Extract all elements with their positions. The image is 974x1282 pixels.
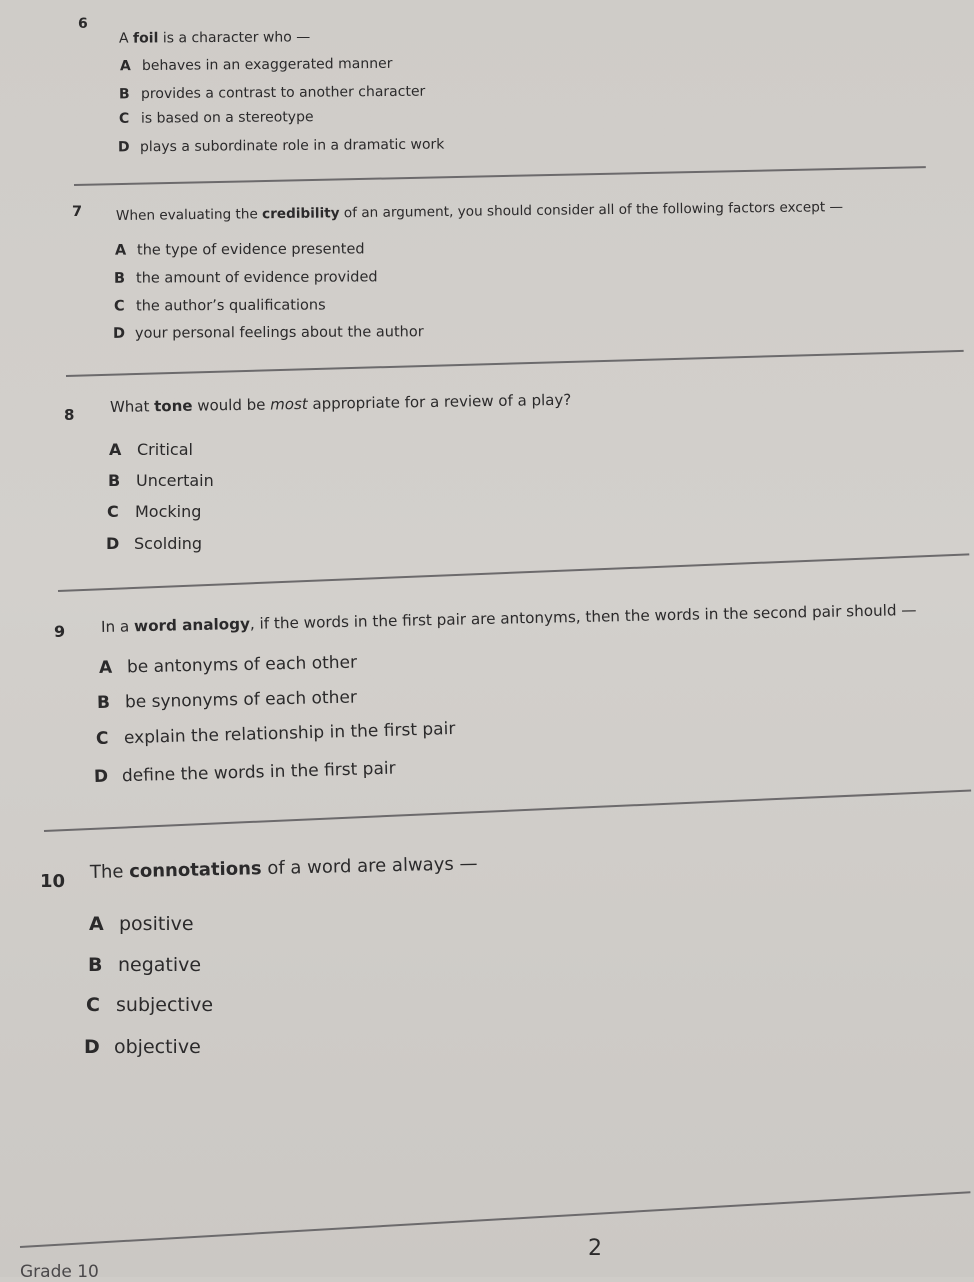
option-d[interactable]: D plays a subordinate role in a dramatic work <box>117 136 445 156</box>
divider <box>44 790 971 832</box>
option-a[interactable]: A positive <box>89 913 194 935</box>
option-c[interactable]: C subjective <box>86 994 214 1016</box>
question-number: 7 <box>72 204 83 220</box>
question-number: 8 <box>64 406 75 424</box>
option-a[interactable]: A Critical <box>109 440 193 459</box>
option-d[interactable]: D objective <box>84 1036 201 1058</box>
option-d[interactable]: D define the words in the first pair <box>93 758 396 787</box>
question-stem: What tone would be most appropriate for a review of a play? <box>109 390 572 416</box>
option-b[interactable]: B Uncertain <box>108 471 214 490</box>
option-a[interactable]: A the type of evidence presented <box>114 241 365 259</box>
divider <box>74 166 926 186</box>
option-b[interactable]: B provides a contrast to another character <box>118 83 426 103</box>
option-c[interactable]: C Mocking <box>107 502 202 521</box>
footer-grade: Grade 10 <box>20 1262 99 1282</box>
divider <box>58 553 969 592</box>
option-c[interactable]: C explain the relationship in the first pair <box>95 718 456 749</box>
question-stem: In a word analogy, if the words in the first pair are antonyms, then the words in the second pair should — <box>100 600 917 636</box>
option-a[interactable]: A behaves in an exaggerated manner <box>119 55 393 75</box>
option-c[interactable]: C is based on a stereotype <box>118 109 314 127</box>
option-b[interactable]: B be synonyms of each other <box>96 687 358 713</box>
option-a[interactable]: A be antonyms of each other <box>98 652 358 678</box>
option-c[interactable]: C the author’s qualifications <box>113 297 326 315</box>
option-d[interactable]: D Scolding <box>106 534 203 553</box>
option-b[interactable]: B the amount of evidence provided <box>113 269 378 287</box>
divider <box>20 1191 971 1248</box>
page-number: 2 <box>588 1236 602 1261</box>
question-stem: A foil is a character who — <box>118 29 311 47</box>
question-number: 10 <box>40 871 66 892</box>
divider <box>66 350 964 377</box>
option-b[interactable]: B negative <box>88 954 202 976</box>
question-number: 6 <box>78 16 88 32</box>
question-stem: The connotations of a word are always — <box>89 853 478 883</box>
question-number: 9 <box>54 622 66 641</box>
option-d[interactable]: D your personal feelings about the author <box>112 324 424 342</box>
question-stem: When evaluating the credibility of an argument, you should consider all of the following factors except — <box>115 199 844 224</box>
